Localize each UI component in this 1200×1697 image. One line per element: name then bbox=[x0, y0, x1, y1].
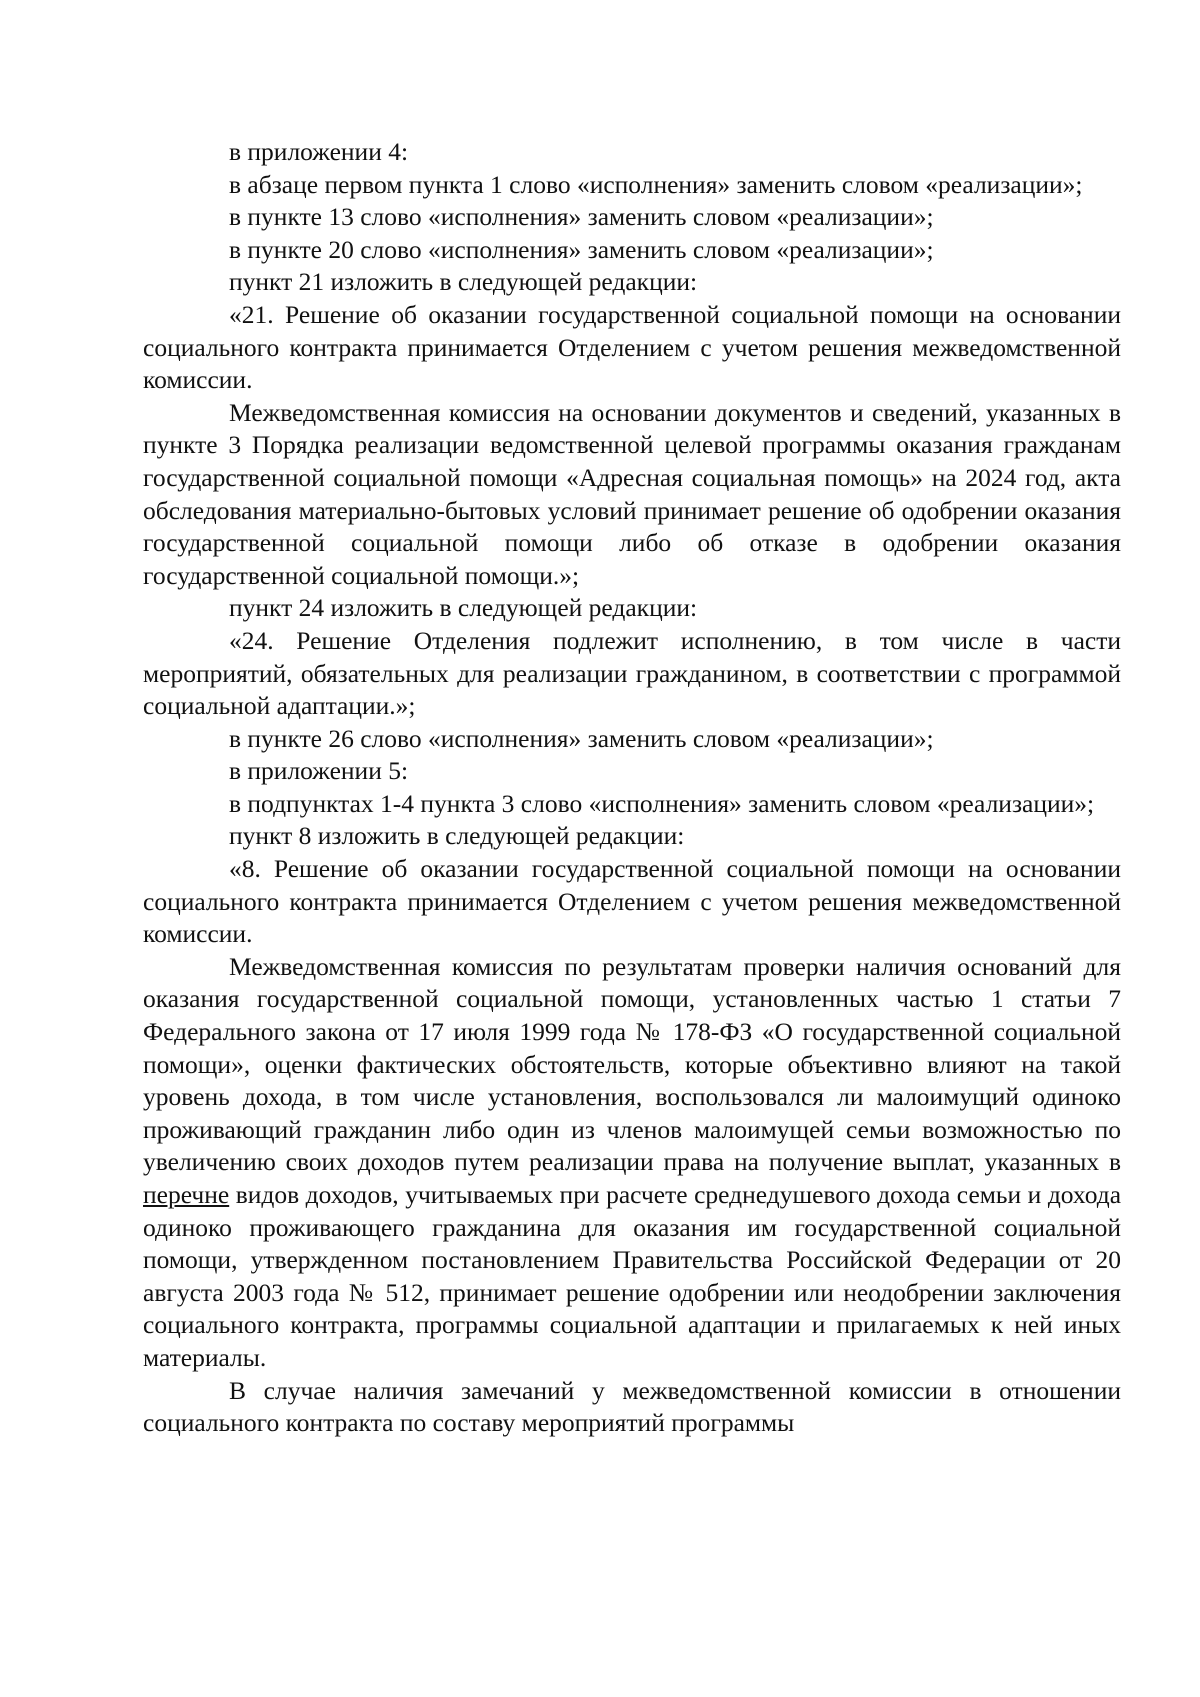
perechen-link[interactable]: перечне bbox=[143, 1180, 230, 1209]
paragraph: в приложении 5: bbox=[229, 756, 409, 786]
paragraph: в приложении 4: bbox=[229, 137, 409, 166]
paragraph: пункт 8 изложить в следующей редакции: bbox=[229, 821, 685, 851]
paragraph: в пункте 13 слово «исполнения» заменить словом «реализации»; bbox=[229, 202, 934, 232]
paragraph: «21. Решение об оказании государственной социальной помощи на основании социального контракта принимается Отделением с учетом решения межведомственной комиссии. bbox=[143, 299, 1121, 395]
paragraph-with-link bbox=[143, 951, 1121, 1375]
paragraph-text: Межведомственная комиссия по результатам проверки наличия оснований для оказания государственной социальной помощи, установленных частью 1 статьи 7 Федерального закона от 17 июля 1999 года № 178-ФЗ «О государственной социальной помощи», оценки фактических обстоятельств, которые объективно влияют на такой уровень дохода, в том числе установления, воспользовался ли малоимущий одиноко проживающий гражданин либо один из членов малоимущей семьи возможностью по увеличению своих доходов путем реализации права на получение выплат, указанных в bbox=[143, 951, 1121, 1177]
paragraph-text: видов доходов, учитываемых при расчете среднедушевого дохода семьи и дохода одиноко проживающего гражданина для оказания им государственной социальной помощи, утвержденном постановлением Правительства Российской Федерации от 20 августа 2003 года № 512, принимает решение одобрении или неодобрении заключения социального контракта, программы социальной адаптации и прилагаемых к ней иных материалы. bbox=[143, 1180, 1122, 1372]
paragraph: «24. Решение Отделения подлежит исполнению, в том числе в части мероприятий, обязательных для реализации гражданином, в соответствии с программой социальной адаптации.»; bbox=[143, 625, 1121, 721]
document-page bbox=[143, 136, 1121, 1440]
paragraph: в пункте 26 слово «исполнения» заменить словом «реализации»; bbox=[229, 723, 934, 753]
paragraph: пункт 24 изложить в следующей редакции: bbox=[229, 593, 698, 623]
paragraph: «8. Решение об оказании государственной социальной помощи на основании социального контракта принимается Отделением с учетом решения межведомственной комиссии. bbox=[143, 854, 1121, 949]
paragraph: в подпунктах 1-4 пункта 3 слово «исполнения» заменить словом «реализации»; bbox=[229, 788, 1095, 818]
paragraph: Межведомственная комиссия на основании документов и сведений, указанных в пункте 3 Порядка реализации ведомственной целевой программы оказания гражданам государственной социальной помощи «Адресная социальная помощь» на 2024 год, акта обследования материально-бытовых условий принимает решение об одобрении оказания государственной социальной помощи либо об отказе в одобрении оказания государственной социальной помощи.»; bbox=[143, 397, 1121, 590]
paragraph: в абзаце первом пункта 1 слово «исполнения» заменить словом «реализации»; bbox=[229, 169, 1083, 199]
paragraph: в пункте 20 слово «исполнения» заменить словом «реализации»; bbox=[229, 234, 934, 264]
paragraph: пункт 21 изложить в следующей редакции: bbox=[229, 267, 698, 297]
paragraph: В случае наличия замечаний у межведомственной комиссии в отношении социального контракта по составу мероприятий программы bbox=[143, 1375, 1121, 1438]
